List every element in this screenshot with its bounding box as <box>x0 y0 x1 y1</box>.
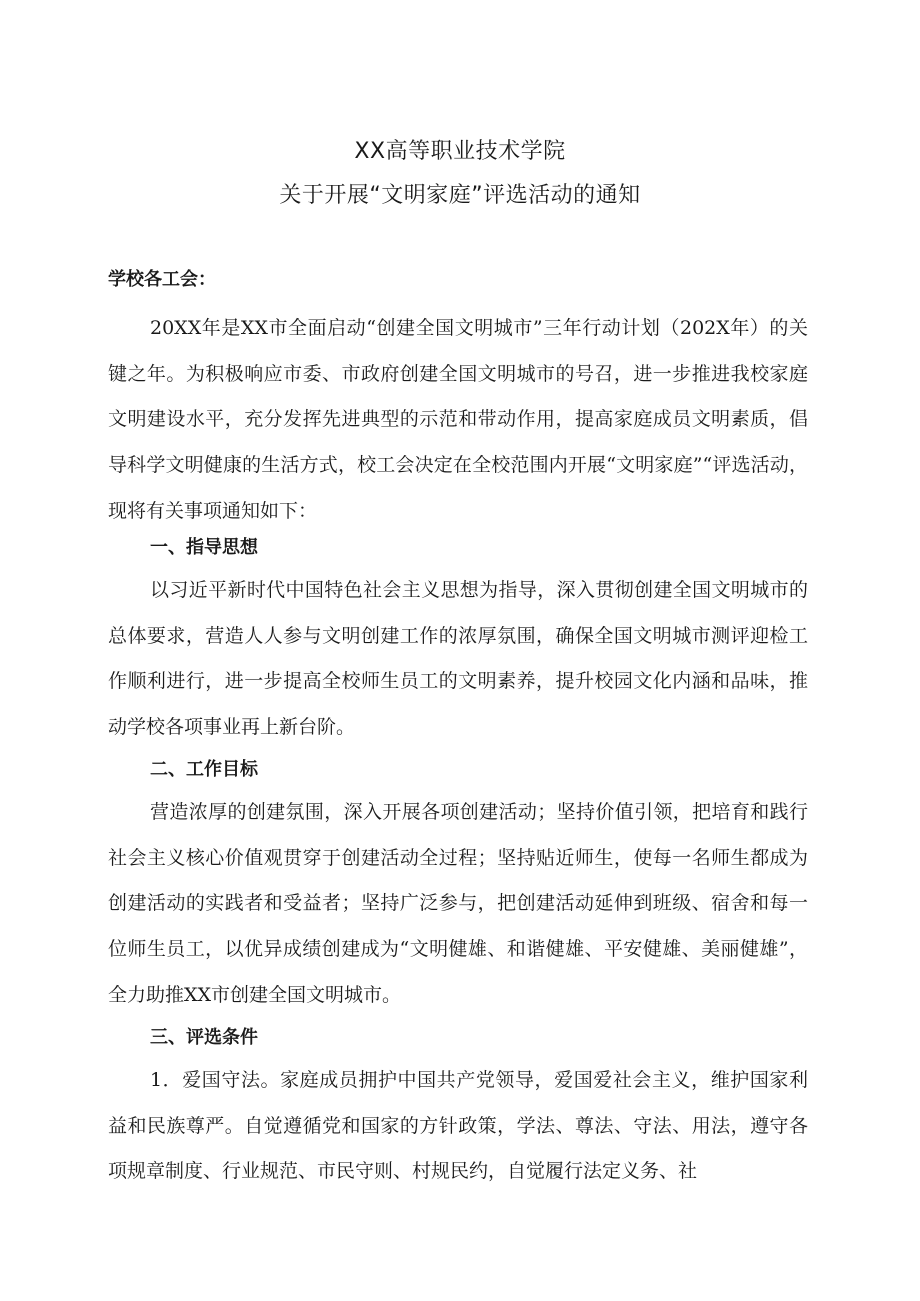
section-paragraph-selection-criteria: 1．爱国守法。家庭成员拥护中国共产党领导，爱国爱社会主义，维护国家利益和民族尊严。自觉遵循党和国家的方针政策，学法、尊法、守法、用法，遵守各项规章制度、行业规范、市民守则、村规民约，自觉履行法定义务、社 <box>108 1069 808 1183</box>
section-heading-selection-criteria: 三、评选条件 <box>150 1027 258 1048</box>
salutation: 学校各工会： <box>108 269 216 290</box>
document-title-line-1: XX高等职业技术学院 <box>354 139 566 164</box>
section-paragraph-work-goals: 营造浓厚的创建氛围，深入开展各项创建活动；坚持价值引领，把培育和践行社会主义核心价值观贯穿于创建活动全过程；坚持贴近师生，使每一名师生都成为创建活动的实践者和受益者；坚持广泛参与，把创建活动延伸到班级、宿舍和每一位师生员工，以优异成绩创建成为“文明健雄、和谐健雄、平安健雄、美丽健雄”，全力助推XX市创建全国文明城市。 <box>108 801 808 1006</box>
section-heading-guiding-ideology: 一、指导思想 <box>150 537 258 558</box>
intro-paragraph: 20XX年是XX市全面启动“创建全国文明城市”三年行动计划（202X年）的关键之年。为积极响应市委、市政府创建全国文明城市的号召，进一步推进我校家庭文明建设水平，充分发挥先进典型的示范和带动作用，提高家庭成员文明素质，倡导科学文明健康的生活方式，校工会决定在全校范围内开展“文明家庭”“评选活动，现将有关事项通知如下： <box>108 317 808 522</box>
section-heading-work-goals: 二、工作目标 <box>150 759 258 780</box>
section-paragraph-guiding-ideology: 以习近平新时代中国特色社会主义思想为指导，深入贯彻创建全国文明城市的总体要求，营造人人参与文明创建工作的浓厚氛围，确保全国文明城市测评迎检工作顺利进行，进一步提高全校师生员工的文明素养，提升校园文化内涵和品味，推动学校各项事业再上新台阶。 <box>108 579 808 739</box>
document-title-line-2: 关于开展“文明家庭”评选活动的通知 <box>279 183 641 208</box>
